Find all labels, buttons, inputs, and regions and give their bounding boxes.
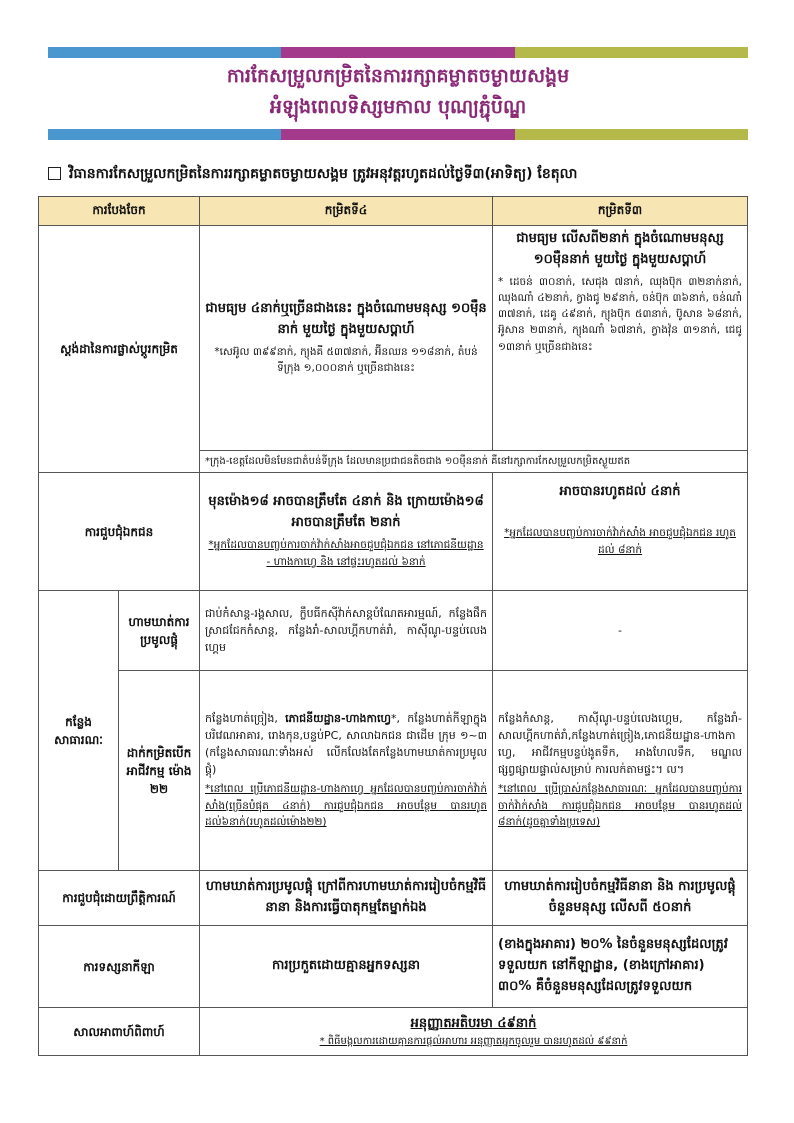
cell-criteria-level-4 <box>200 226 493 451</box>
public-limit-level-3-note: *នៅពេល ប្រើប្រាស់កន្លែងសាធារណៈ អ្នកដែលបានបញ្ចប់ការចាក់វ៉ាក់សាំង ការជួបជុំឯកជន អាចបន្ថែម បានរហូតដល់ ៨នាក់(ដូចគ្នាទាំងប្រទេស) <box>498 782 743 829</box>
color-bar-olive <box>515 129 748 140</box>
public-limit-level-4-c: *, កន្លែងហាត់កីឡាក្នុងបរិវេណអាគារ, រោងកុន,បន្ទប់PC, សាលាឯកជន ជាដើម ក្រុម ១~៣ (កន្លែងសាធារណៈទាំងអស់ លើកលែងតែកន្លែងហាមឃាត់ការប្រមូលផ្តុំ) <box>205 711 488 776</box>
row-label-criteria: ស្តង់ដានៃការផ្លាស់ប្តូរកម្រិត <box>39 226 200 473</box>
row-label-public: កន្លែងសាធារណៈ <box>39 591 119 871</box>
public-prohibit-level-4: ជាប់កំសាន្ត-រង្គសាល, ក្លឹបធីកស៊ីវ៉ាក់សាន្តបំណែតអារម្មណ៍, កន្លែងផឹកស្រាជជែកកំសាន្ត, កន្លែងរាំ-សាលហ្គីកហាត់រាំ, កាស៊ីណូ-បន្ទប់លេងហ្គេម <box>200 591 493 671</box>
color-bar-blue <box>48 47 281 58</box>
row-label-sports: ការទស្សនាកីឡា <box>39 926 200 1008</box>
wedding-main: អនុញ្ញាតអតិបរមា ៤៩នាក់ <box>410 1015 537 1031</box>
events-level-4: ហាមឃាត់ការប្រមូលផ្តុំ ក្រៅពីការហាមឃាត់ការរៀបចំកម្មវិធីនានា និងការធ្វើបាតុកម្មតែម្នាក់ឯង <box>200 871 493 926</box>
public-limit-level-4-b: ភោជនីយដ្ឋាន-ហាងកាហ្វេ <box>285 711 391 725</box>
criteria-level-4-main: ជាមធ្យម ៤នាក់ឬច្រើនជាងនេះ ក្នុងចំណោមមនុស្ស ១០ម៉ឺននាក់ មួយថ្ងៃ ក្នុងមួយសប្តាហ៍ <box>205 300 487 337</box>
color-bar-purple <box>281 129 514 140</box>
events-level-3: ហាមឃាត់ការរៀបចំកម្មវិធីនានា និង ការប្រមូលផ្តុំចំនួនមនុស្ស លើសពី ៥០នាក់ <box>493 871 748 926</box>
public-limit-level-4-text <box>205 710 487 778</box>
table-row-wedding <box>39 1008 748 1056</box>
cell-gathering-level-3 <box>493 473 748 591</box>
row-label-gathering: ការជួបជុំឯកជន <box>39 473 200 591</box>
public-limit-level-4-a: កន្លែងហាត់ច្រៀង, <box>205 711 286 725</box>
color-bar-olive <box>515 47 748 58</box>
gathering-level-4-main: មុនម៉ោង១៨ អាចបានត្រឹមតែ ៤នាក់ និង ក្រោយម៉ោង១៨ អាចបានត្រឹមតែ ២នាក់ <box>208 494 484 531</box>
criteria-level-3-main: ជាមធ្យម លើសពី២នាក់ ក្នុងចំណោមមនុស្ស ១០ម៉ឺននាក់ មួយថ្ងៃ ក្នុងមួយសប្តាហ៍ <box>516 231 724 267</box>
cell-wedding <box>200 1008 748 1056</box>
row-label-wedding: សាលអាពាហ៍ពិពាហ៍ <box>39 1008 200 1056</box>
header-level-4: កម្រិតទី៤ <box>200 197 493 226</box>
table-row-public-limit <box>39 671 748 871</box>
page-title-line-1: ការកែសម្រួលកម្រិតនៃការរក្សាគម្លាតចម្ងាយសង្គម <box>226 65 570 87</box>
wedding-note: * ពិធីមង្គលការដោយគ្មានការផ្តល់អាហារ អនុញ្ញាតអ្នកចូលរួម បានរហូតដល់ ៩៩នាក់ <box>319 1036 628 1048</box>
restrictions-table <box>38 196 748 1056</box>
cell-public-limit-level-4 <box>200 671 493 871</box>
row-label-events: ការជួបជុំដោយព្រឹត្តិការណ៍ <box>39 871 200 926</box>
table-row-sports <box>39 926 748 1008</box>
public-limit-level-3-text: កន្លែងកំសាន្ត, កាស៊ីណូ-បន្ទប់លេងហ្គេម, កន្លែងរាំ-សាលហ្គីកហាត់រាំ,កន្លែងហាត់ច្រៀង,ភោជនីយដ្ឋាន-ហាងកាហ្វេ, អាជីវកម្មបន្ទប់ងូតទឹក, អាងហែលទឹក, មណ្ឌលផ្សព្វផ្សាយផ្ទាល់សម្រាប់ ការលក់តាមផ្ទះ។ ល។ <box>498 711 743 776</box>
table-row-events <box>39 871 748 926</box>
table-row-public-prohibit <box>39 591 748 671</box>
section-heading <box>48 164 748 185</box>
page-title-line-2: អំឡុងពេលទិស្សមកាល បុណ្យភ្ជុំបិណ្ឌ <box>269 96 527 118</box>
gathering-level-4-note: *អ្នកដែលបានបញ្ចប់ការចាក់វ៉ាក់សាំងអាចជួបជុំឯកជន នៅភោជនីយដ្ឋាន - ហាងកាហ្វេ និង នៅផ្ទះរហូតដល់ ៦នាក់ <box>208 539 484 568</box>
top-color-bar <box>48 47 748 58</box>
criteria-footnote: *ក្រុង-ខេត្តដែលមិនមែនជាតំបន់ទីក្រុង ដែលមានប្រជាជនតិចជាង ១០ម៉ឺននាក់ គឺនៅរក្សាការកែសម្រួលកម្រិតស្ងួយឥត <box>200 451 748 473</box>
table-row-gathering <box>39 473 748 591</box>
bottom-color-bar <box>48 129 748 140</box>
sports-level-4: ការប្រកួតដោយគ្មានអ្នកទស្សនា <box>200 926 493 1008</box>
section-heading-text: វិធានការកែសម្រួលកម្រិតនៃការរក្សាគម្លាតចម្ងាយសង្គម ត្រូវអនុវត្តរហូតដល់ថ្ងៃទី៣(អាទិត្យ) ខែតុលា <box>69 166 578 182</box>
gathering-level-3-main: អាចបានរហូតដល់ ៤នាក់ <box>559 484 681 499</box>
public-limit-level-4-note: *នៅពេល ប្រើភោជនីយដ្ឋាន-ហាងកាហ្វេ អ្នកដែលបានបញ្ចប់ការចាក់វ៉ាក់សាំង(ច្រើនបំផុត ៤នាក់) ការជួបជុំឯកជន អាចបន្ថែម បានរហូតដល់៦នាក់(រហូតដល់ម៉ោង២២) <box>205 782 488 829</box>
cell-public-limit-level-3 <box>493 671 748 871</box>
sub-label-prohibit: ហាមឃាត់ការប្រមូលផ្តុំ <box>119 591 200 671</box>
public-prohibit-level-3: - <box>493 591 748 671</box>
sports-level-3: (ខាងក្នុងអាគារ) ២០% នៃចំនួនមនុស្សដែលត្រូវទទួលយក នៅកីឡាដ្ឋាន, (ខាងក្រៅអាគារ) ៣០% គឺចំនួនមនុស្សដែលត្រូវទទួលយក <box>493 926 748 1008</box>
color-bar-blue <box>48 129 281 140</box>
sub-label-limit-hours: ដាក់កម្រិតបើកអាជីវកម្ម ម៉ោង ២២ <box>119 671 200 871</box>
color-bar-purple <box>281 47 514 58</box>
table-row-criteria <box>39 226 748 451</box>
gathering-level-3-note: *អ្នកដែលបានបញ្ចប់ការចាក់វ៉ាក់សាំង អាចជួបជុំឯកជន រហូតដល់ ៨នាក់ <box>504 526 736 556</box>
cell-criteria-level-3 <box>493 226 748 451</box>
checkbox-square-icon <box>48 167 61 180</box>
header-level-3: កម្រិតទី៣ <box>493 197 748 226</box>
header-category: ការបែងចែក <box>39 197 200 226</box>
criteria-level-4-note: *សេអ៊ូល ៣៩៩នាក់, ក្យុងគី ៥៣៧នាក់, អ៊ីនឈន ១១៨នាក់, តំបន់ទីក្រុង ១,០០០នាក់ ឬច្រើនជាងនេះ <box>214 345 478 375</box>
table-header-row <box>39 197 748 226</box>
criteria-level-3-note: * ដេចន់ ៣០នាក់, សេជុង ៧នាក់, ឈុងប៊ុក ៣២នាក់នាក់, ឈុងណាំ ៤២នាក់, ក្វាងជូ ២៩នាក់, ចន់ប៊ុក ៣៦នាក់, ចន់ណាំ ៣៧នាក់, ដេគូ ៤៩នាក់, ក្យុងប៊ុក ៥៣នាក់, ប៊ូសាន ៦៨នាក់, អ៊ូសាន ២៣នាក់, ក្យុងណាំ ៦៧នាក់, ក្វាងវ៉ុន ៣១នាក់, ជេជូ ១៣នាក់ ឬច្រើនជាងនេះ <box>498 275 743 353</box>
cell-gathering-level-4 <box>200 473 493 591</box>
